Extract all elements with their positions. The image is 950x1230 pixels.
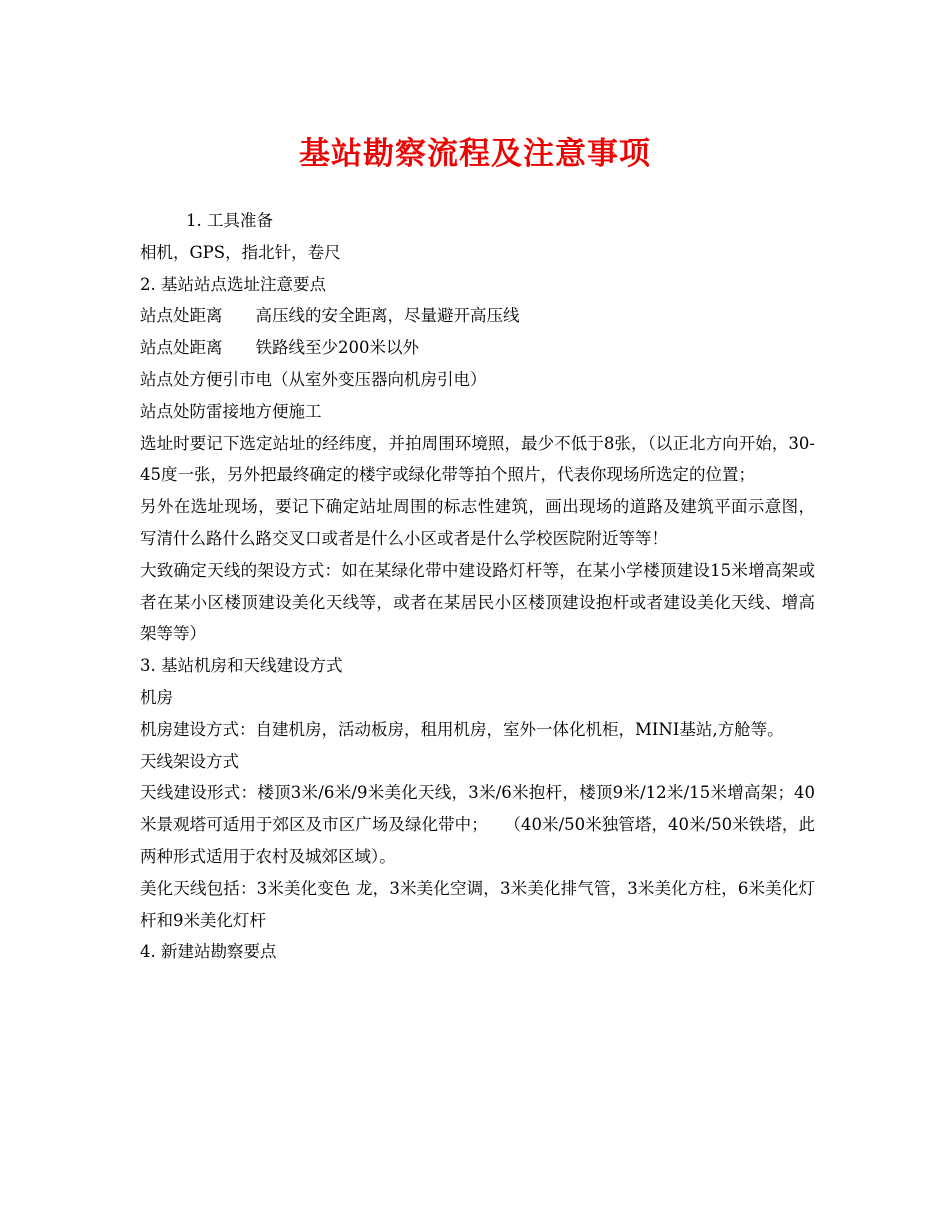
section-heading-tools: 1. 工具准备 xyxy=(186,211,273,230)
paragraph-tools-list: 相机，GPS，指北针，卷尺 xyxy=(140,242,341,262)
paragraph-antenna-forms: 天线建设形式：楼顶3米/6米/9米美化天线，3米/6米抱杆，楼顶9米/12米/15米增高架；40米景观塔可适用于郊区及市区广场及绿化带中； （40米/50米独管塔，40米/50米铁塔，此两种形式适用于农村及城郊区域）。 xyxy=(140,783,815,866)
section-heading-construction: 3. 基站机房和天线建设方式 xyxy=(140,656,343,676)
paragraph-beautified-antenna: 美化天线包括：3米美化变色 龙，3米美化空调，3米美化排气管，3米美化方柱，6米美化灯杆和9米美化灯杆 xyxy=(140,878,815,930)
paragraph-grounding: 站点处防雷接地方便施工 xyxy=(140,401,322,421)
paragraph-landmarks: 另外在选址现场，要记下确定站址周围的标志性建筑，画出现场的道路及建筑平面示意图，写清什么路什么路交叉口或者是什么小区或者是什么学校医院附近等等！ xyxy=(140,497,815,548)
paragraph-power-supply: 站点处方便引市电（从室外变压器向机房引电） xyxy=(140,369,487,389)
subheading-antenna: 天线架设方式 xyxy=(140,751,239,771)
section-heading-new-site-survey: 4. 新建站勘察要点 xyxy=(140,942,277,962)
paragraph-railway: 站点处距离 铁路线至少200米以外 xyxy=(140,338,419,358)
subheading-machine-room: 机房 xyxy=(140,687,173,707)
document-title: 基站勘察流程及注意事项 xyxy=(299,136,651,172)
paragraph-coordinates-photos: 选址时要记下选定站址的经纬度，并拍周围环境照，最少不低于8张，（以正北方向开始，30-45度一张，另外把最终确定的楼宇或绿化带等拍个照片，代表你现场所选定的位置； xyxy=(140,433,815,485)
paragraph-antenna-method: 大致确定天线的架设方式：如在某绿化带中建设路灯杆等，在某小学楼顶建设15米增高架或者在某小区楼顶建设美化天线等，或者在某居民小区楼顶建设抱杆或者建设美化天线、增高架等等） xyxy=(140,560,815,644)
section-heading-site-selection: 2. 基站站点选址注意要点 xyxy=(140,274,326,294)
document-body xyxy=(140,205,815,968)
paragraph-machine-room-types: 机房建设方式：自建机房，活动板房，租用机房，室外一体化机柜，MINI基站,方舱等。 xyxy=(140,719,784,739)
paragraph-high-voltage: 站点处距离 高压线的安全距离，尽量避开高压线 xyxy=(140,306,520,326)
